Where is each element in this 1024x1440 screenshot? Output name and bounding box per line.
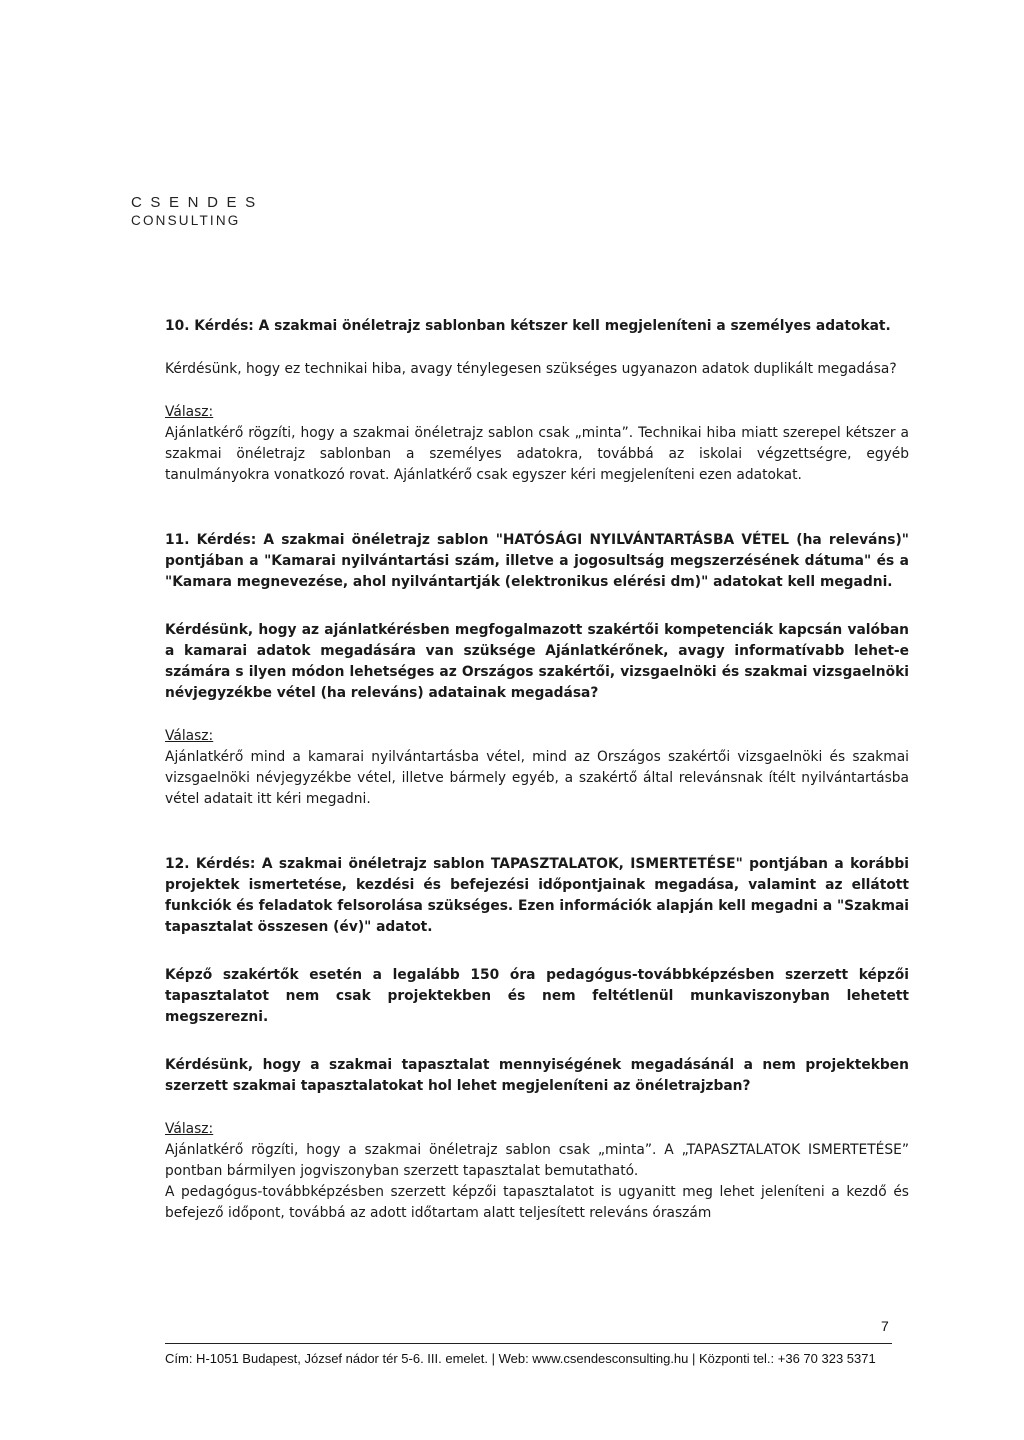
logo-line-2: CONSULTING <box>131 213 241 228</box>
page-number: 7 <box>881 1318 889 1334</box>
q12-question: 12. Kérdés: A szakmai önéletrajz sablon TAPASZTALATOK, ISMERTETÉSE" pontjában a korábbi projektek ismertetése, kezdési és befejezési időpontjainak megadása, valamint az ellátott funkciók és feladatok felsorolása szükséges. Ezen információk alapján kell megadni a "Szakmai tapasztalat összesen (év)" adatot. <box>165 856 909 935</box>
q12-answer-p1: Ajánlatkérő rögzíti, hogy a szakmai önéletrajz sablon csak „minta”. A „TAPASZTALATOK ISMERTETÉSE” pontban bármilyen jogviszonyban szerzett tapasztalat bemutatható. <box>165 1142 909 1179</box>
q12-answer-p2: A pedagógus-továbbképzésben szerzett képzői tapasztalatot is ugyanitt meg lehet jeleníteni a kezdő és befejező időpont, továbbá az adott időtartam alatt teljesített releváns óraszám <box>165 1184 909 1221</box>
company-logo <box>131 193 264 229</box>
q10-question: 10. Kérdés: A szakmai önéletrajz sablonban kétszer kell megjeleníteni a személyes adatokat. <box>165 318 891 334</box>
q12-context: Képző szakértők esetén a legalább 150 óra pedagógus-továbbképzésben szerzett képzői tapasztalatot nem csak projektekben és nem feltétlenül munkaviszonyban lehetett megszerezni. <box>165 967 909 1025</box>
q11-answer-label: Válasz: <box>165 728 214 744</box>
q10-inquiry: Kérdésünk, hogy ez technikai hiba, avagy ténylegesen szükséges ugyanazon adatok duplikált megadása? <box>165 361 897 377</box>
q12-answer-label: Válasz: <box>165 1121 214 1137</box>
document-body <box>165 316 909 1224</box>
footer-contact: Cím: H-1051 Budapest, József nádor tér 5-6. III. emelet. | Web: www.csendesconsulting.hu | Központi tel.: +36 70 323 5371 <box>165 1343 892 1366</box>
q11-question: 11. Kérdés: A szakmai önéletrajz sablon "HATÓSÁGI NYILVÁNTARTÁSBA VÉTEL (ha releváns)" pontjában a "Kamarai nyilvántartási szám, illetve a jogosultság megszerzésének dátuma" és a "Kamara megnevezése, ahol nyilvántartják (elektronikus elérési dm)" adatokat kell megadni. <box>165 532 909 590</box>
q10-answer: Ajánlatkérő rögzíti, hogy a szakmai önéletrajz sablon csak „minta”. Technikai hiba miatt szerepel kétszer a szakmai önéletrajz sablonban a személyes adatokra, továbbá az iskolai végzettségre, egyéb tanulmányokra vonatkozó rovat. Ajánlatkérő csak egyszer kéri megjeleníteni ezen adatokat. <box>165 425 909 483</box>
logo-line-1: CSENDES <box>131 194 264 211</box>
q11-answer: Ajánlatkérő mind a kamarai nyilvántartásba vétel, mind az Országos szakértői vizsgaelnöki és szakmai vizsgaelnöki névjegyzékbe vétel, illetve bármely egyéb, a szakértő által relevánsnak ítélt nyilvántartásba vétel adatait itt kéri megadni. <box>165 749 909 807</box>
q10-answer-label: Válasz: <box>165 404 214 420</box>
q12-inquiry: Kérdésünk, hogy a szakmai tapasztalat mennyiségének megadásánál a nem projektekben szerzett szakmai tapasztalatokat hol lehet megjeleníteni az önéletrajzban? <box>165 1057 909 1094</box>
q11-inquiry: Kérdésünk, hogy az ajánlatkérésben megfogalmazott szakértői kompetenciák kapcsán valóban a kamarai adatok megadására van szüksége Ajánlatkérőnek, avagy informatívabb lehet-e számára s ilyen módon lehetséges az Országos szakértői, vizsgaelnöki és szakmai vizsgaelnöki névjegyzékbe vétel (ha releváns) adatainak megadása? <box>165 622 909 701</box>
